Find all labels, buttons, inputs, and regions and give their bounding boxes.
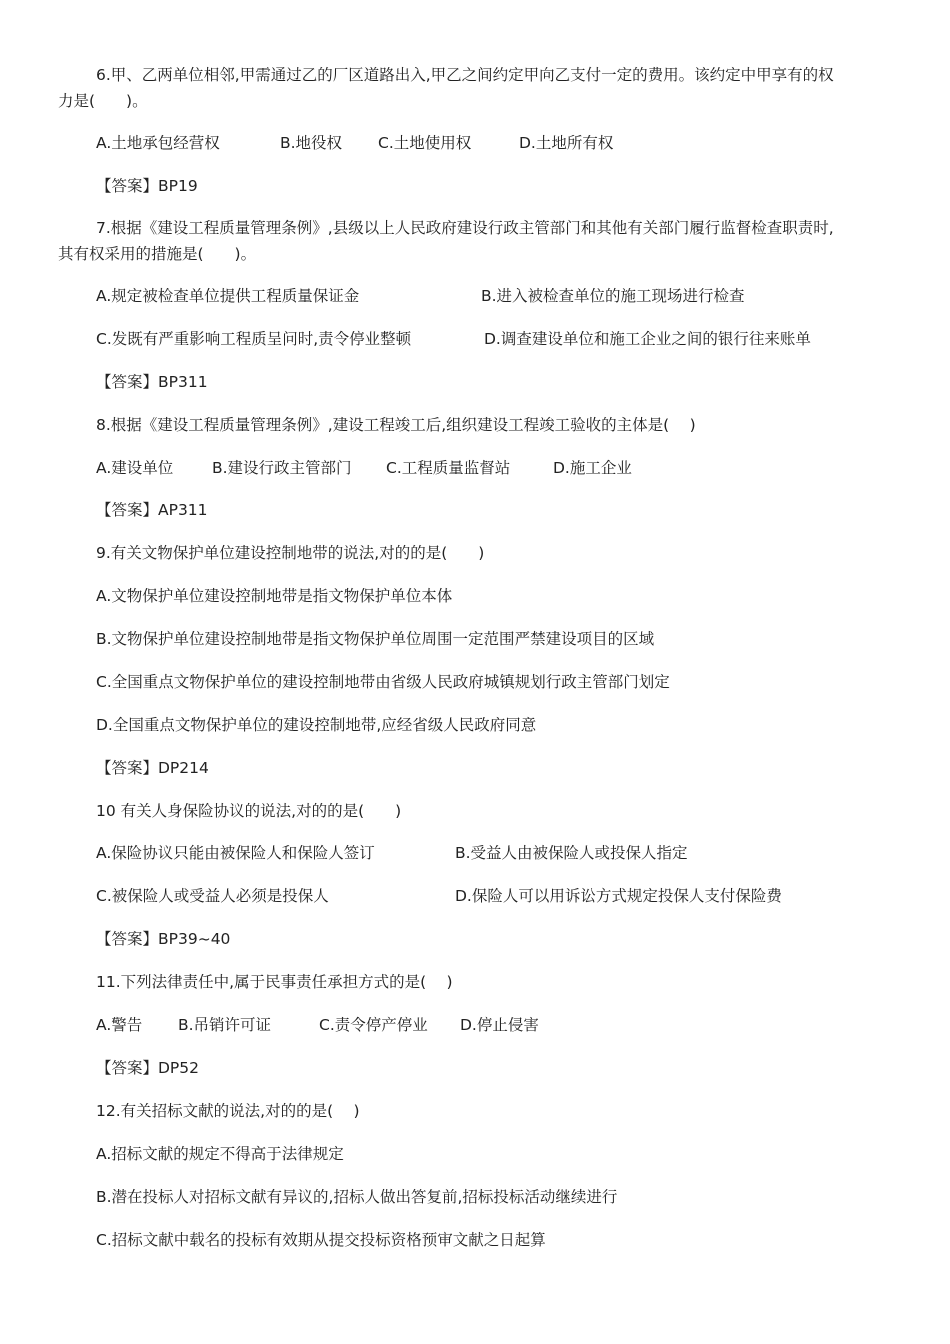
q8-option-c: C.工程质量监督站 (386, 459, 511, 477)
q8-answer: 【答案】AP311 (96, 501, 208, 519)
q6-option-b: B.地役权 (280, 134, 343, 152)
q6-option-d: D.土地所有权 (519, 134, 614, 152)
q11-option-c: C.责令停产停业 (319, 1016, 428, 1034)
q9-option-a: A.文物保护单位建设控制地带是指文物保护单位本体 (96, 587, 453, 605)
q8-option-b: B.建设行政主管部门 (212, 459, 352, 477)
q12-stem: 12.有关招标文献的说法,对的的是( ) (96, 1102, 360, 1120)
q11-stem: 11.下列法律责任中,属于民事责任承担方式的是( ) (96, 973, 453, 991)
q9-option-b: B.文物保护单位建设控制地带是指文物保护单位周围一定范围严禁建设项目的区域 (96, 630, 655, 648)
q7-answer: 【答案】BP311 (96, 373, 208, 391)
q7-option-c: C.发既有严重影响工程质呈问时,责令停业整顿 (96, 330, 412, 348)
q12-option-b: B.潜在投标人对招标文献有异议的,招标人做出答复前,招标投标活动继续进行 (96, 1188, 618, 1206)
q10-option-c: C.被保险人或受益人必须是投保人 (96, 887, 329, 905)
q11-option-b: B.吊销许可证 (178, 1016, 272, 1034)
q7-stem-line1: 7.根据《建设工程质量管理条例》,县级以上人民政府建设行政主管部门和其他有关部门履行监督检查职责时, (96, 219, 834, 237)
q11-option-a: A.警告 (96, 1016, 143, 1034)
q7-stem-line2: 其有权采用的措施是( )。 (58, 245, 257, 263)
q8-option-d: D.施工企业 (553, 459, 632, 477)
q11-option-d: D.停止侵害 (460, 1016, 539, 1034)
q6-option-c: C.土地使用权 (378, 134, 472, 152)
q9-stem: 9.有关文物保护单位建设控制地带的说法,对的的是( ) (96, 544, 485, 562)
q6-stem-line1: 6.甲、乙两单位相邻,甲需通过乙的厂区道路出入,甲乙之间约定甲向乙支付一定的费用。该约定中甲享有的权 (96, 66, 834, 84)
q10-stem: 10 有关人身保险协议的说法,对的的是( ) (96, 802, 402, 820)
q10-option-d: D.保险人可以用诉讼方式规定投保人支付保险费 (455, 887, 782, 905)
q10-option-a: A.保险协议只能由被保险人和保险人签订 (96, 844, 375, 862)
q10-option-b: B.受益人由被保险人或投保人指定 (455, 844, 688, 862)
q10-answer: 【答案】BP39~40 (96, 930, 231, 948)
q6-option-a: A.土地承包经营权 (96, 134, 220, 152)
q9-option-d: D.全国重点文物保护单位的建设控制地带,应经省级人民政府同意 (96, 716, 537, 734)
q8-stem: 8.根据《建设工程质量管理条例》,建设工程竣工后,组织建设工程竣工验收的主体是( ) (96, 416, 696, 434)
q9-answer: 【答案】DP214 (96, 759, 209, 777)
q6-stem-line2: 力是( )。 (58, 92, 148, 110)
q11-answer: 【答案】DP52 (96, 1059, 200, 1077)
q9-option-c: C.全国重点文物保护单位的建设控制地带由省级人民政府城镇规划行政主管部门划定 (96, 673, 670, 691)
q7-option-d: D.调查建设单位和施工企业之间的银行往来账单 (484, 330, 811, 348)
q7-option-b: B.进入被检查单位的施工现场进行检查 (481, 287, 745, 305)
q7-option-a: A.规定被检查单位提供工程质量保证金 (96, 287, 360, 305)
q6-answer: 【答案】BP19 (96, 177, 198, 195)
q8-option-a: A.建设单位 (96, 459, 174, 477)
q12-option-c: C.招标文献中载名的投标有效期从提交投标资格预审文献之日起算 (96, 1231, 546, 1249)
q12-option-a: A.招标文献的规定不得高于法律规定 (96, 1145, 344, 1163)
